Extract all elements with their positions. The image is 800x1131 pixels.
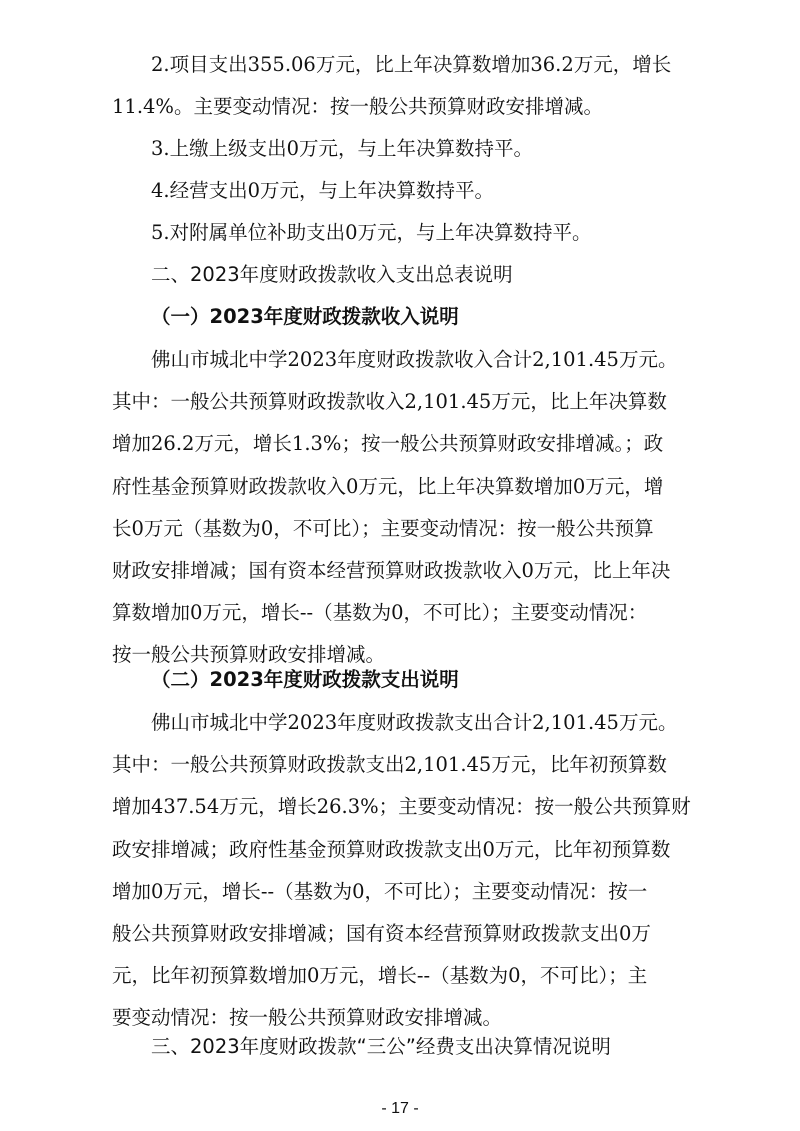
paragraph-line: 算数增加0万元，增长--（基数为0，不可比）；主要变动情况： — [112, 601, 648, 625]
paragraph-line: 要变动情况：按一般公共预算财政安排增减。 — [112, 1006, 503, 1030]
subsection-1-heading: （一）2023年度财政拨款收入说明 — [151, 305, 459, 328]
paragraph-line: 其中：一般公共预算财政拨款收入2,101.45万元，比上年决算数 — [112, 390, 667, 414]
paragraph-line: 2.项目支出355.06万元，比上年决算数增加36.2万元，增长 — [151, 53, 672, 76]
paragraph-line: 增加26.2万元，增长1.3%；按一般公共预算财政安排增减。；政 — [112, 432, 664, 456]
paragraph-line: 般公共预算财政安排增减；国有资本经营预算财政拨款支出0万 — [112, 921, 651, 945]
item-3-paragraph — [112, 128, 692, 170]
subsection-2-heading: （二）2023年度财政拨款支出说明 — [151, 668, 459, 691]
paragraph-line: 府性基金预算财政拨款收入0万元，比上年决算数增加0万元，增 — [112, 474, 664, 498]
section-3-heading: 三、2023年度财政拨款“三公”经费支出决算情况说明 — [151, 1035, 611, 1058]
paragraph-line: 其中：一般公共预算财政拨款支出2,101.45万元，比年初预算数 — [112, 753, 667, 777]
page-number: - 17 - — [381, 1100, 419, 1117]
item-2-paragraph — [112, 44, 692, 128]
item-4-paragraph — [112, 170, 692, 212]
paragraph-line: 政安排增减；政府性基金预算财政拨款支出0万元，比年初预算数 — [112, 837, 671, 861]
paragraph-line: 5.对附属单位补助支出0万元，与上年决算数持平。 — [151, 221, 592, 244]
paragraph-line: 增加437.54万元，增长26.3%；主要变动情况：按一般公共预算财 — [112, 795, 691, 819]
paragraph-line: 佛山市城北中学2023年度财政拨款支出合计2,101.45万元。 — [151, 711, 678, 734]
subsection-2-paragraph — [112, 702, 692, 1040]
section-2-heading: 二、2023年度财政拨款收入支出总表说明 — [151, 263, 513, 286]
paragraph-line: 3.上缴上级支出0万元，与上年决算数持平。 — [151, 137, 534, 160]
paragraph-line: 按一般公共预算财政安排增减。 — [112, 643, 386, 667]
paragraph-line: 元，比年初预算数增加0万元，增长--（基数为0，不可比）；主 — [112, 964, 648, 988]
subsection-1-paragraph — [112, 339, 692, 677]
item-5-paragraph — [112, 212, 692, 254]
paragraph-line: 财政安排增减；国有资本经营预算财政拨款收入0万元，比上年决 — [112, 558, 671, 582]
paragraph-line: 4.经营支出0万元，与上年决算数持平。 — [151, 179, 495, 202]
paragraph-line: 佛山市城北中学2023年度财政拨款收入合计2,101.45万元。 — [151, 348, 678, 371]
paragraph-line: 长0万元（基数为0，不可比）；主要变动情况：按一般公共预算 — [112, 516, 654, 540]
paragraph-line: 增加0万元，增长--（基数为0，不可比）；主要变动情况：按一 — [112, 879, 648, 903]
paragraph-line: 11.4%。主要变动情况：按一般公共预算财政安排增减。 — [112, 95, 603, 119]
